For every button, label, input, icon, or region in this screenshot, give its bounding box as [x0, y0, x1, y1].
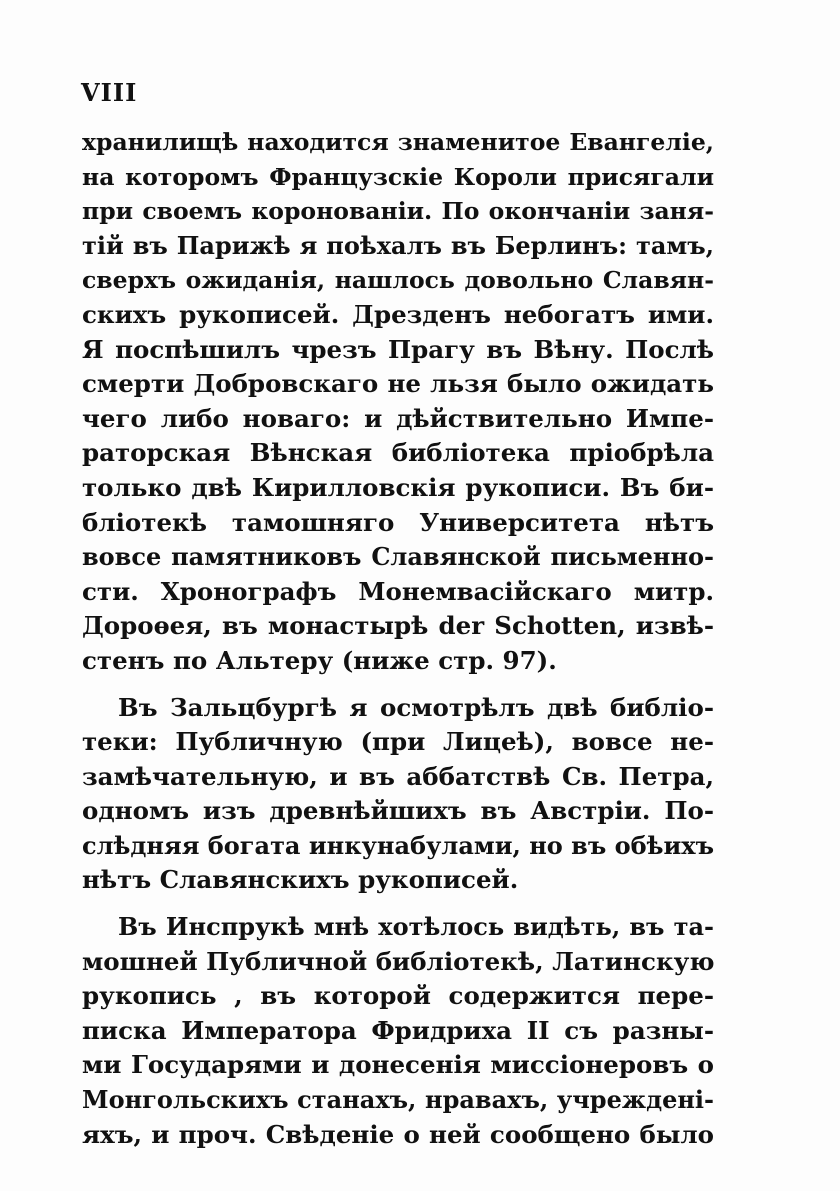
text-line: замѣчательную, и въ аббатствѣ Св. Петра,: [82, 761, 714, 791]
text-line: хранилищѣ находится знаменитое Евангеліе,: [82, 128, 714, 156]
text-line: скихъ рукописей. Дрезденъ небогатъ ими.: [82, 299, 714, 329]
text-line: сти. Хронографъ Монемвасійскаго митр.: [82, 576, 714, 606]
text-line: только двѣ Кирилловскія рукописи. Въ би-: [82, 472, 714, 502]
text-line: теки: Публичную (при Лицеѣ), вовсе не-: [82, 727, 714, 757]
text-line: вовсе памятниковъ Славянской письменно-: [82, 542, 714, 572]
text-line: яхъ, и проч. Свѣденіе о ней сообщено было: [82, 1119, 714, 1149]
text-line: писка Императора Фридриха II съ разны-: [82, 1015, 714, 1045]
text-line: одномъ изъ древнѣйшихъ въ Австріи. По-: [82, 796, 714, 826]
text-line: сверхъ ожиданія, нашлось довольно Славян-: [82, 266, 714, 295]
text-line: чего либо новаго: и дѣйствительно Импе-: [82, 403, 714, 433]
text-line: мошней Публичной библіотекѣ, Латинскую: [82, 946, 714, 976]
text-line: Монгольскихъ станахъ, нравахъ, учреждені-: [82, 1085, 714, 1115]
paragraph: [82, 910, 714, 1152]
text-line: Въ Инспрукѣ мнѣ хотѣлось видѣть, въ та-: [118, 912, 714, 942]
text-line: нѣтъ Славянскихъ рукописей.: [82, 865, 519, 895]
body-text: [82, 125, 714, 1152]
text-line: слѣдняя богата инкунабулами, но въ обѣихъ: [82, 830, 714, 860]
paragraph: [82, 125, 714, 679]
text-line: тій въ Парижѣ я поѣхалъ въ Берлинъ: тамъ,: [82, 230, 714, 260]
page-number: VIII: [81, 78, 138, 107]
text-line: Я поспѣшилъ чрезъ Прагу въ Вѣну. Послѣ: [82, 334, 714, 364]
text-line: на которомъ Французскіе Короли присягали: [82, 162, 714, 191]
text-line: Дороѳея, въ монастырѣ der Schotten, извѣ-: [82, 611, 714, 641]
text-line: при своемъ коронованіи. По окончаніи заня-: [82, 197, 714, 226]
text-line: смерти Добровскаго не льзя было ожидать: [82, 369, 714, 399]
text-line: стенъ по Альтеру (ниже стр. 97).: [82, 645, 557, 675]
text-line: Въ Зальцбургѣ я осмотрѣлъ двѣ библіо-: [118, 692, 714, 722]
text-line: ми Государями и донесенія миссіонеровъ о: [82, 1050, 714, 1080]
text-line: рукопись , въ которой содержится пере-: [82, 981, 714, 1011]
text-line: бліотекѣ тамошняго Университета нѣтъ: [82, 507, 714, 537]
paragraph: [82, 691, 714, 899]
text-line: раторская Вѣнская библіотека пріобрѣла: [82, 438, 714, 468]
